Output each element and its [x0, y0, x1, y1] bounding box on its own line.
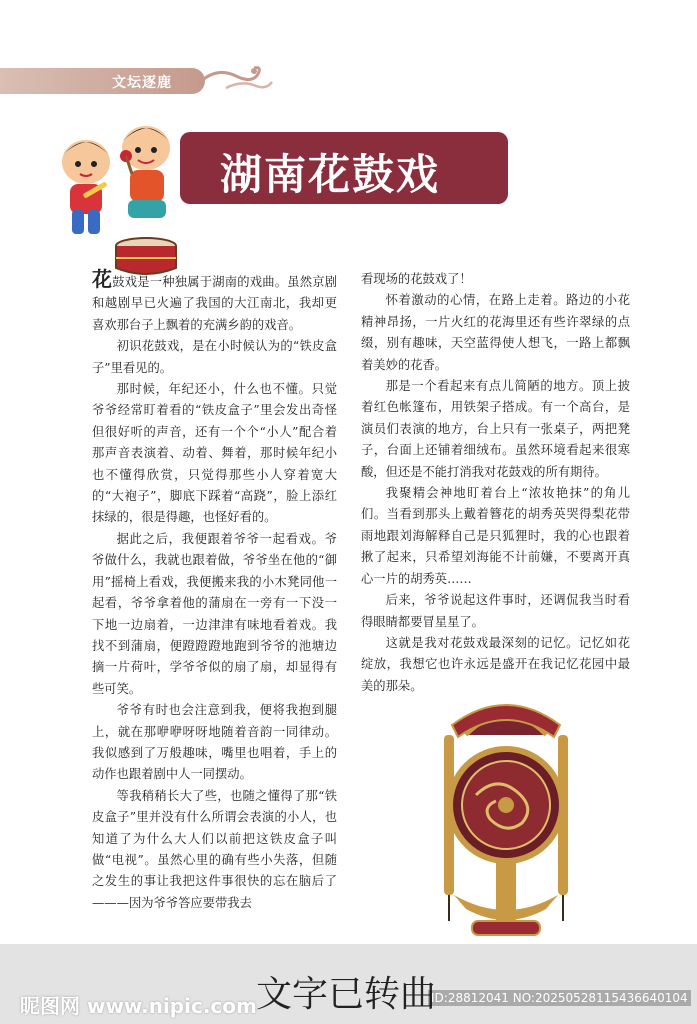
- watermark-center-text: 文字已转曲: [256, 974, 437, 1015]
- paragraph: 爷爷有时也会注意到我，便将我抱到腿上，就在那咿咿呀呀地随着音韵一同律动。我似感到了万般趣味，嘴里也唱着，手上的动作也跟着剧中人一同摆动。: [92, 703, 337, 782]
- paragraph: 等我稍稍长大了些，也随之懂得了那“铁皮盒子”里并没有什么所谓会表演的小人，也知道了为什么大人们以前把这铁皮盒子叫做“电视”。虽然心里的确有些小失落，但随之发生的事让我把这件事很快的忘在脑后了———因为爷爷答应要带我去: [92, 788, 337, 910]
- dropcap: 花: [92, 267, 113, 291]
- paragraph: 看现场的花鼓戏了！: [361, 272, 472, 286]
- right-column: [361, 269, 630, 697]
- swirl-ornament-icon: [196, 62, 276, 98]
- paragraph: 后来，爷爷说起这件事时，还调侃我当时看得眼睛都要冒星星了。: [361, 593, 630, 629]
- watermark-site: 昵图网 www.nipic.com: [20, 994, 257, 1018]
- left-column: [92, 269, 337, 914]
- watermark-id: ID:28812041 NO:20250528115436640104: [428, 990, 691, 1006]
- paragraph: 那是一个看起来有点儿简陋的地方。顶上披着红色帐篷布，用铁架子搭成。有一个高台，是演员们表演的地方，台上只有一张桌子，两把凳子，台面上还铺着细绒布。虽然环境看起来很寒酸，但还是不能打消我对花鼓戏的所有期待。: [361, 379, 630, 479]
- paragraph: 我聚精会神地盯着台上“浓妆艳抹”的角儿们。当看到那头上戴着簪花的胡秀英哭得梨花带雨地跟刘海解释自己是只狐狸时，我的心也跟着揪了起来，只希望刘海能不计前嫌，不要离开真心一片的胡秀英……: [361, 486, 630, 586]
- paragraph: 这就是我对花鼓戏最深刻的记忆。记忆如花绽放，我想它也许永远是盛开在我记忆花园中最美的那朵。: [361, 635, 630, 693]
- chinese-gong-icon: [426, 695, 586, 945]
- page-title: 湖南花鼓戏: [220, 150, 441, 199]
- paragraph: [92, 269, 337, 336]
- section-label: 文坛逐鹿: [112, 75, 172, 91]
- section-tag: [0, 68, 205, 94]
- paragraph: 怀着激动的心情，在路上走着。路边的小花精神昂扬，一片火红的花海里还有些许翠绿的点缀，别有趣味，天空蓝得使人想飞，一路上都飘着美妙的花香。: [361, 293, 630, 372]
- paragraph: 据此之后，我便跟着爷爷一起看戏。爷爷做什么，我就也跟着做，爷爷坐在他的“御用”摇椅上看戏，我便搬来我的小木凳同他一起看，爷爷拿着他的蒲扇在一旁有一下没一下地一边扇着，一边津津有味地看着戏。我找不到蒲扇，便蹬蹬蹬地跑到爷爷的池塘边摘一片荷叶，学爷爷似的扇了扇，却显得有些可笑。: [92, 531, 337, 696]
- paragraph-text: 鼓戏是一种独属于湖南的戏曲。虽然京剧和越剧早已火遍了我国的大江南北，我却更喜欢那台子上飘着的充满乡韵的戏音。: [92, 275, 337, 332]
- title-banner: [180, 132, 508, 204]
- cartoon-kids-with-drum-icon: [48, 118, 198, 278]
- paragraph: 那时候，年纪还小，什么也不懂。只觉爷爷经常盯着看的“铁皮盒子”里会发出奇怪但很好听的声音，还有一个个“小人”配合着那声音表演着、动着、舞着，那时候年纪小也不懂得欣赏，只觉得那些小人穿着宽大的“大袍子”，脚底下踩着“高跷”，脸上添红抹绿的，很是得趣，也怪好看的。: [92, 382, 337, 525]
- paragraph: 初识花鼓戏，是在小时候认为的“铁皮盒子”里看见的。: [92, 339, 337, 375]
